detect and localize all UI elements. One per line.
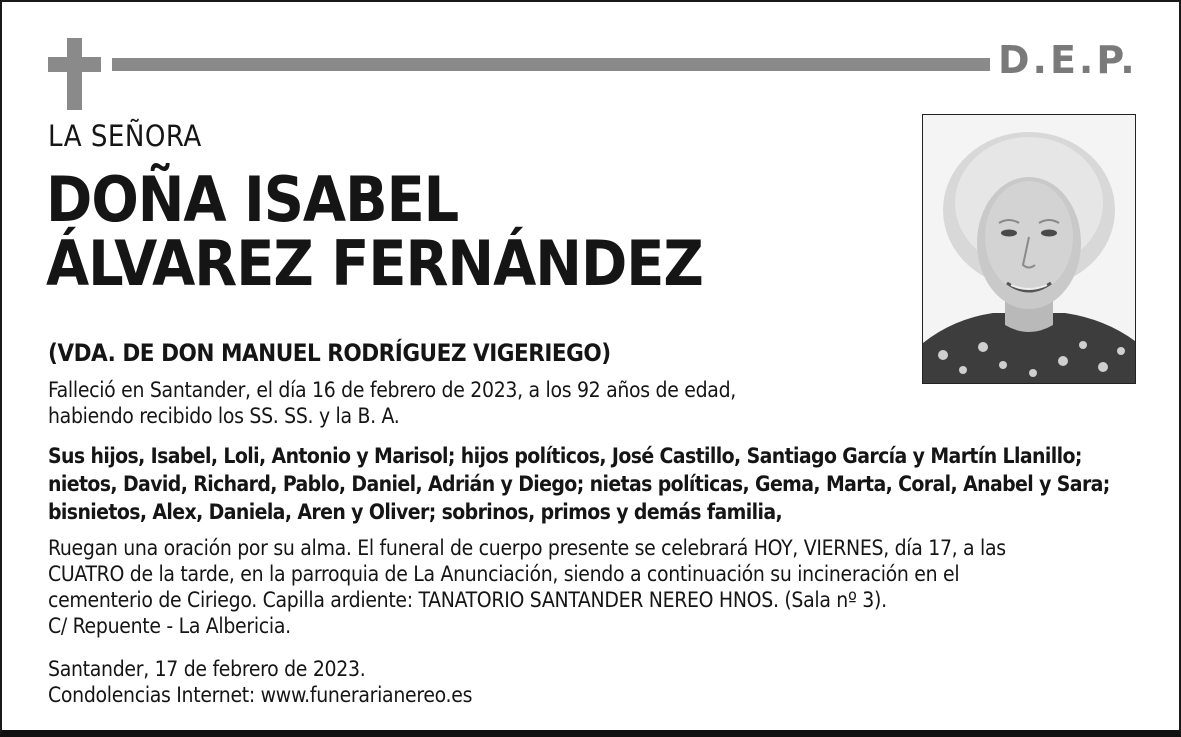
dep-label: D.E.P. xyxy=(998,38,1138,82)
name-line: ÁLVAREZ FERNÁNDEZ xyxy=(46,227,703,300)
pretitle: LA SEÑORA xyxy=(48,119,202,153)
text-line: bisnietos, Alex, Daniela, Aren y Oliver; sobrinos, primos y demás familia, xyxy=(48,500,783,524)
deceased-name xyxy=(46,163,703,300)
death-announcement xyxy=(48,377,736,429)
text-line: CUATRO de la tarde, en la parroquia de La Anunciación, siendo a continuación su incineración en el xyxy=(48,562,960,586)
notice-footer xyxy=(48,656,472,708)
text-line: Falleció en Santander, el día 16 de febrero de 2023, a los 92 años de edad, xyxy=(48,378,736,402)
cross-icon xyxy=(48,38,101,110)
funeral-details xyxy=(48,535,1006,639)
name-line: DOÑA ISABEL xyxy=(46,163,459,236)
header-rule xyxy=(112,58,990,71)
text-line: habiendo recibido los SS. SS. y la B. A. xyxy=(48,404,400,428)
family-mourners xyxy=(48,442,1110,526)
text-line: Ruegan una oración por su alma. El funeral de cuerpo presente se celebrará HOY, VIERNES, día 17, a las xyxy=(48,536,1006,560)
widow-of-line: (VDA. DE DON MANUEL RODRÍGUEZ VIGERIEGO) xyxy=(48,339,611,367)
text-line: Sus hijos, Isabel, Loli, Antonio y Marisol; hijos políticos, José Castillo, Santiago García y Martín Llanillo; xyxy=(48,444,1082,468)
text-line: cementerio de Ciriego. Capilla ardiente: TANATORIO SANTANDER NEREO HNOS. (Sala nº 3). xyxy=(48,588,887,612)
condolences-website: Condolencias Internet: www.funerarianereo.es xyxy=(48,683,473,707)
deceased-portrait-photo xyxy=(922,114,1136,384)
text-line: nietos, David, Richard, Pablo, Daniel, Adrián y Diego; nietas políticas, Gema, Marta, Coral, Anabel y Sara; xyxy=(48,472,1110,496)
place-date: Santander, 17 de febrero de 2023. xyxy=(48,657,366,681)
text-line: C/ Repuente - La Albericia. xyxy=(48,614,291,638)
